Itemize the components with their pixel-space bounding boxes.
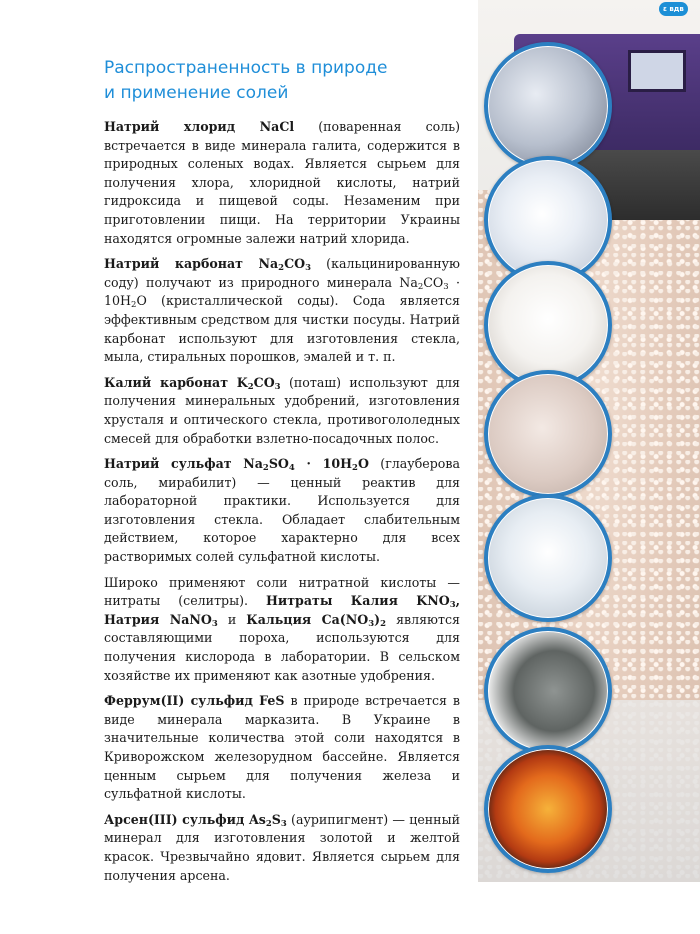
paragraph-na2so4: Натрий сульфат $Na_2SO_4 \cdot 10H_2O$ (глауберова соль, мирабилит) — ценный реактив для лабораторной практики. Используется для изготовления стекла. Обладает слабительным действием, которое характерно для всех растворимых солей сульфатной кислоты. (104, 456, 460, 565)
paragraph-na2co3: Натрий карбонат $Na_2CO_3$ (кальцинированную соду) получают из природного минерала $Na_2CO_3 \cdot 10H_2O$ (кристаллической соды). Сода является эффективным средством для чистки посуды. Натрий карбонат используют для изготовления стекла, мыла, стиральных порошков, эмалей и т. п. (104, 256, 460, 365)
halite-photo (484, 42, 612, 170)
paragraph-fes: Феррум(II) сульфид FeS в природе встречается в виде минерала марказита. В Украине в значительные количества этой соли находятся в Криворожском железорудном бассейне. Является ценным сырьем для получения железа и сульфатной кислоты. (104, 693, 460, 802)
paragraph-nitrates: Широко применяют соли нитратной кислоты — нитраты (селитры). Нитраты Калия $KNO_3$, Натрия NaNO$_3$ и Кальция $Ca(NO_3)_2$ являются составляющими пороха, используются для получения кислорода в лаборатории. В сельском хозяйстве их применяют как азотные удобрения. (104, 574, 461, 683)
publisher-logo: ε вдв (659, 2, 688, 16)
paragraph-as2s3: Арсен(III) сульфид $As_2S_3$ (аурипигмент) — ценный минерал для изготовления золотой и желтой красок. Чрезвычайно ядовит. Является сырьем для получения арсена. (104, 811, 460, 883)
article-body (104, 118, 460, 892)
marcasite-photo (484, 627, 612, 755)
paragraph-k2co3: Калий карбонат $K_2CO_3$ (поташ) используют для получения минеральных удобрений, изготовления хрусталя и оптического стекла, противогололедных смесей для обработки взлетно-посадочных полос. (104, 374, 460, 446)
mirabilite-photo (484, 494, 612, 622)
potash-photo (484, 370, 612, 498)
page-title: Распространенность в природе и применение солей (104, 58, 388, 103)
paragraph-nacl: Натрий хлорид NaCl (поваренная соль) встречается в виде минерала галита, содержится в природных соленых водах. Является сырьем для получения хлора, хлоридной кислоты, натрий гидроксида и пищевой соды. Незаменим при приготовлении пищи. На территории Украины находятся огромные залежи натрий хлорида. (104, 119, 460, 246)
orpiment-photo (484, 745, 612, 873)
